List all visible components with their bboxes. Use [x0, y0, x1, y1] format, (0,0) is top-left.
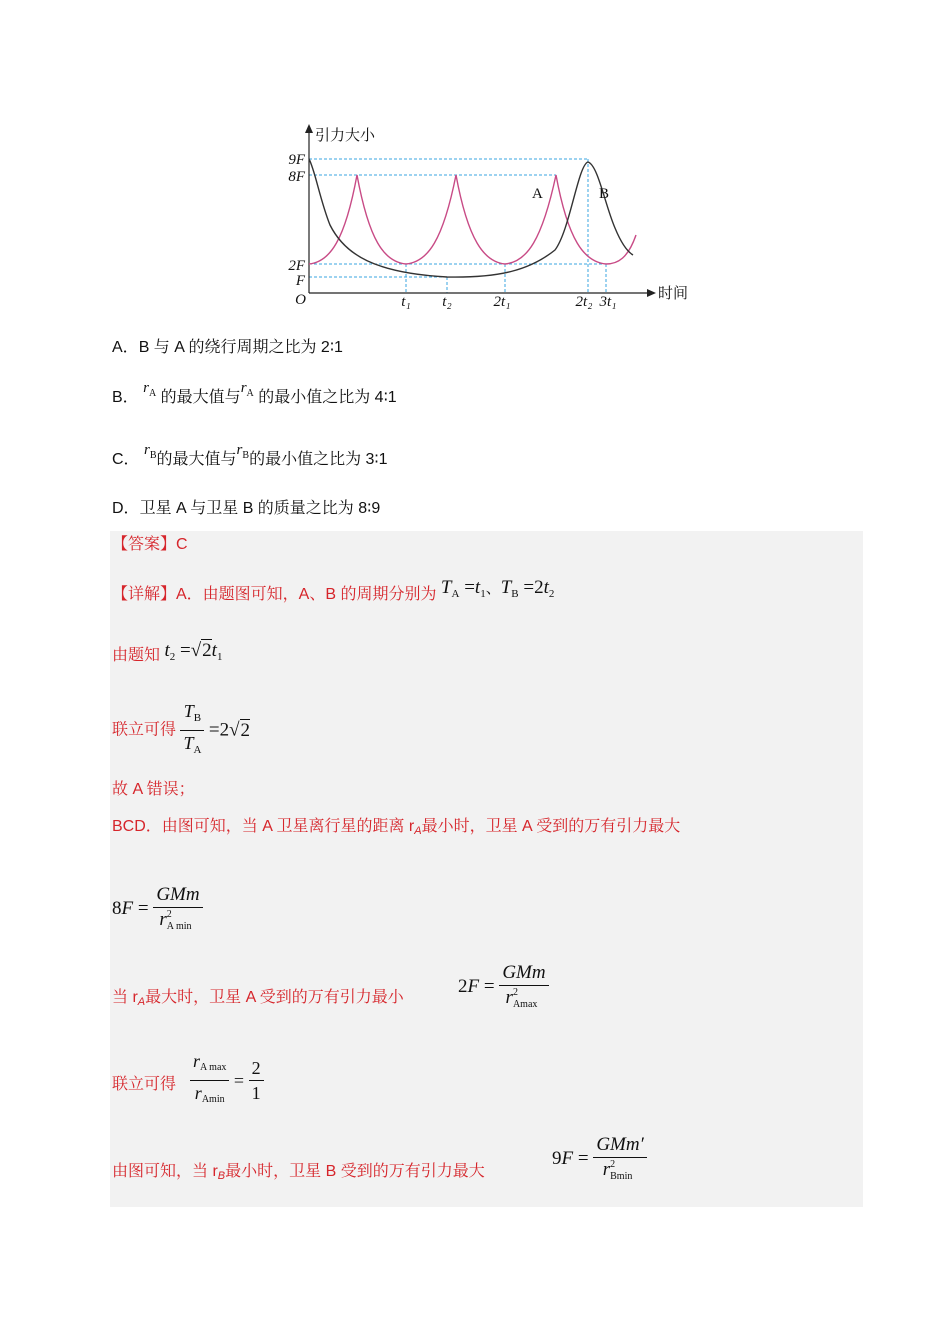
equation-ratio: $\frac{\text{rA max}}{rAmin}$ = $\frac{2}{1}$ — [190, 1050, 264, 1111]
x-tick-t2: t₂ — [442, 294, 452, 310]
x-axis-label: 时间 — [658, 284, 689, 302]
y-tick-8f: 8F — [288, 169, 305, 185]
detail-line-7: 当 rA最大时，卫星 A 受到的万有引力最小 — [112, 989, 404, 1008]
option-c: C． $r^B$的最大值与$r^B$的最小值之比为 3∶1 — [112, 442, 388, 468]
equation-2f: 2F = $\frac{\text{GMm}}{r^2_{Amax}}$ — [458, 962, 549, 1012]
equation-8f: 8F = $\frac{\text{GMm}}{r^2_{A min}}$ — [112, 884, 203, 934]
answer-label: 【答案】C — [112, 536, 188, 553]
x-tick-3t1: 3t₁ — [599, 294, 617, 310]
x-tick-2t1: 2t₁ — [493, 294, 511, 310]
gravity-time-graph — [280, 118, 700, 318]
curve-a — [309, 175, 636, 264]
detail-line-1: 【详解】A．由题图可知，A、B 的周期分别为 $T_A =t_1$、$T_B =2t_2$ — [112, 577, 555, 603]
y-tick-9f: 9F — [288, 152, 305, 168]
y-tick-2f: 2F — [288, 258, 305, 274]
guide-lines — [309, 159, 606, 293]
option-a: A．B 与 A 的绕行周期之比为 2∶1 — [112, 339, 343, 356]
x-tick-2t2: 2t₂ — [575, 294, 593, 310]
y-axis-arrow — [305, 124, 313, 133]
detail-line-4: 故 A 错误； — [112, 781, 195, 798]
detail-line-3: 联立可得 $\frac{T_B}{T_A}$ =2√2 — [112, 701, 251, 756]
curve-b-label: B — [599, 186, 610, 202]
x-axis-arrow — [647, 289, 656, 297]
x-tick-t1: t₁ — [401, 294, 411, 310]
curve-a-label: A — [532, 186, 543, 202]
origin-label: O — [295, 292, 306, 308]
equation-9f: 9F = $\frac{\text{GMm′}}{r^2_{Bmin}}$ — [552, 1134, 647, 1184]
option-b: B． $r^A$ 的最大值与$r^A$ 的最小值之比为 4∶1 — [112, 380, 397, 406]
detail-line-8: 联立可得 — [112, 1076, 177, 1093]
option-d: D．卫星 A 与卫星 B 的质量之比为 8∶9 — [112, 500, 381, 517]
detail-line-9: 由图可知，当 rB最小时，卫星 B 受到的万有引力最大 — [112, 1163, 485, 1182]
y-axis-label: 引力大小 — [315, 126, 376, 144]
detail-line-5: BCD．由图可知，当 A 卫星离行星的距离 rA最小时，卫星 A 受到的万有引力最大 — [112, 818, 681, 837]
detail-line-2: 由题知 $t_2 =√2t_1$ — [112, 640, 223, 664]
y-tick-f: F — [295, 273, 305, 289]
